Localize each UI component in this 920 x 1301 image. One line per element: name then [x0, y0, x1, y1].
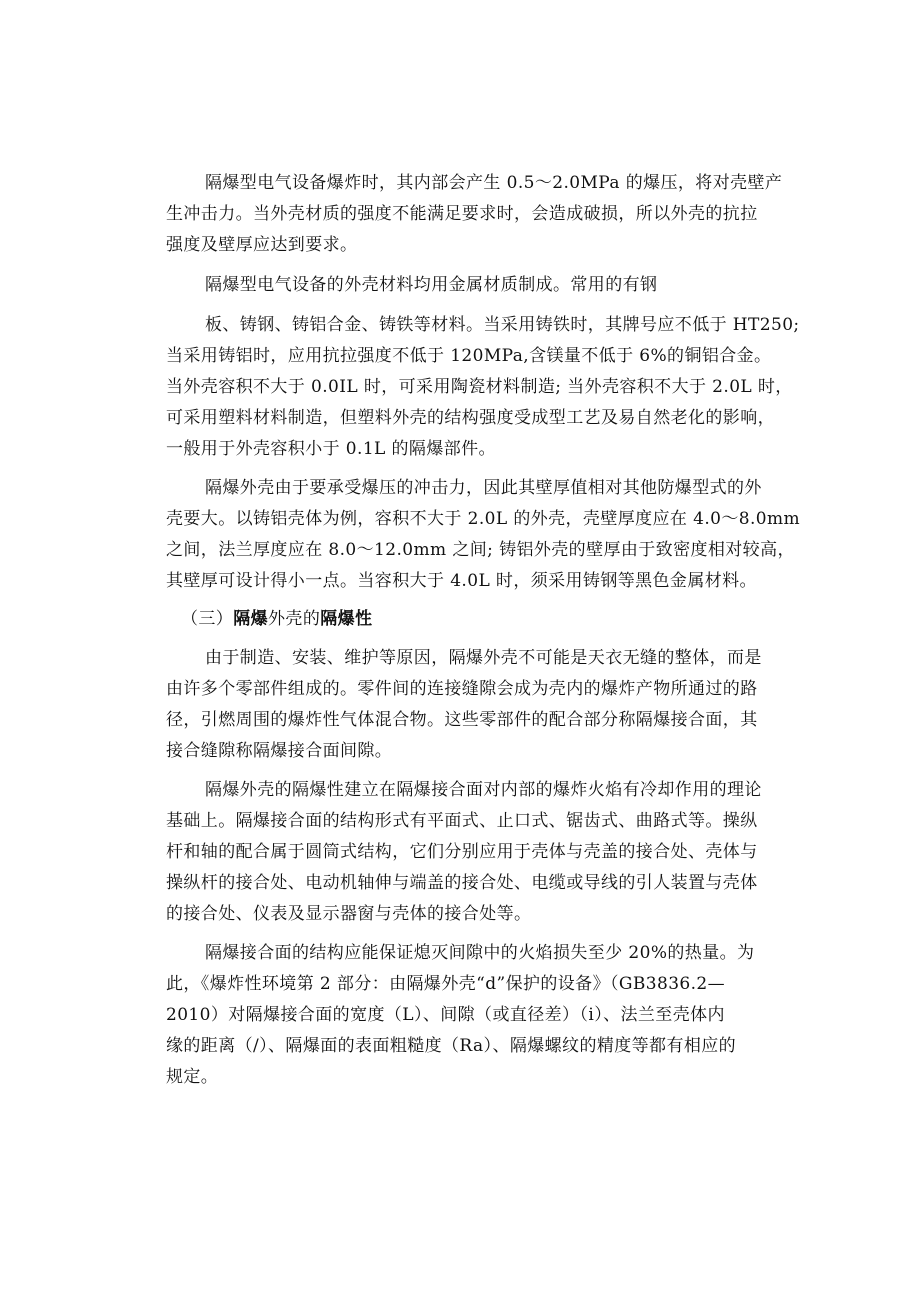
text-line: 规定。	[166, 1067, 219, 1087]
text-line: 强度及壁厚应达到要求。	[166, 235, 358, 255]
text-line: 2010）对隔爆接合面的宽度（L）、间隙（或直径差）（i）、法兰至壳体内	[166, 1005, 725, 1025]
text-line: 接合缝隙称隔爆接合面间隙。	[166, 741, 393, 761]
text-line: 隔爆型电气设备爆炸时，其内部会产生 0.5～2.0MPa 的爆压，将对壳壁产	[205, 173, 783, 193]
text-line: 之间，法兰厚度应在 8.0～12.0mm 之间; 铸铝外壳的壁厚由于致密度相对较高，	[166, 540, 795, 560]
text-line: 壳要大。以铸铝壳体为例，容积不大于 2.0L 的外壳，壳壁厚度应在 4.0～8.0mm	[166, 509, 801, 529]
text-line: 由许多个零部件组成的。零件间的连接缝隙会成为壳内的爆炸产物所通过的路	[166, 679, 758, 699]
text-line: 隔爆外壳的隔爆性建立在隔爆接合面对内部的爆炸火焰有冷却作用的理论	[205, 780, 762, 800]
text-line: 基础上。隔爆接合面的结构形式有平面式、止口式、锯齿式、曲路式等。操纵	[166, 811, 758, 831]
heading-prefix: （三）	[181, 609, 234, 629]
text-line: 操纵杆的接合处、电动机轴伸与端盖的接合处、电缆或导线的引人装置与壳体	[166, 873, 758, 893]
text-line: 隔爆接合面的结构应能保证熄灭间隙中的火焰损失至少 20%的热量。为	[205, 943, 755, 963]
text-line: 由于制造、安装、维护等原因，隔爆外壳不可能是天衣无缝的整体，而是	[205, 648, 762, 668]
text-line: 径，引燃周围的爆炸性气体混合物。这些零部件的配合部分称隔爆接合面，其	[166, 710, 758, 730]
text-line: 隔爆型电气设备的外壳材料均用金属材质制成。常用的有钢	[205, 275, 658, 295]
text-line: 当采用铸铝时，应用抗拉强度不低于 120MPa,含镁量不低于 6%的铜铝合金。	[166, 346, 772, 366]
text-line: 此，《爆炸性环境第 2 部分：由隔爆外壳“d”保护的设备》（GB3836.2—	[166, 974, 726, 994]
text-line: 其壁厚可设计得小一点。当容积大于 4.0L 时，须采用铸钢等黑色金属材料。	[166, 571, 757, 591]
text-line: 板、铸钢、铸铝合金、铸铁等材料。当采用铸铁时，其牌号应不低于 HT250;	[205, 315, 800, 335]
text-line: 一般用于外壳容积小于 0.1L 的隔爆部件。	[166, 439, 496, 459]
text-line: 隔爆外壳由于要承受爆压的冲击力，因此其壁厚值相对其他防爆型式的外	[205, 478, 762, 498]
heading-bold-part: 隔爆	[233, 609, 269, 629]
text-line: 生冲击力。当外壳材质的强度不能满足要求时，会造成破损，所以外壳的抗拉	[166, 204, 758, 224]
text-line: 缘的距离（/）、隔爆面的表面粗糙度（Ra）、隔爆螺纹的精度等都有相应的	[166, 1036, 737, 1056]
text-line: 的接合处、仪表及显示器窗与壳体的接合处等。	[166, 904, 532, 924]
heading-plain-part: 外壳的	[268, 609, 321, 629]
text-line: 可采用塑料材料制造，但塑料外壳的结构强度受成型工艺及易自然老化的影响，	[166, 408, 775, 428]
section-heading	[181, 608, 372, 630]
text-line: 杆和轴的配合属于圆筒式结构，它们分别应用于壳体与壳盖的接合处、壳体与	[166, 842, 758, 862]
heading-bold-part: 隔爆性	[320, 609, 373, 629]
text-line: 当外壳容积不大于 0.0IL 时，可采用陶瓷材料制造; 当外壳容积不大于 2.0L 时，	[166, 377, 793, 397]
